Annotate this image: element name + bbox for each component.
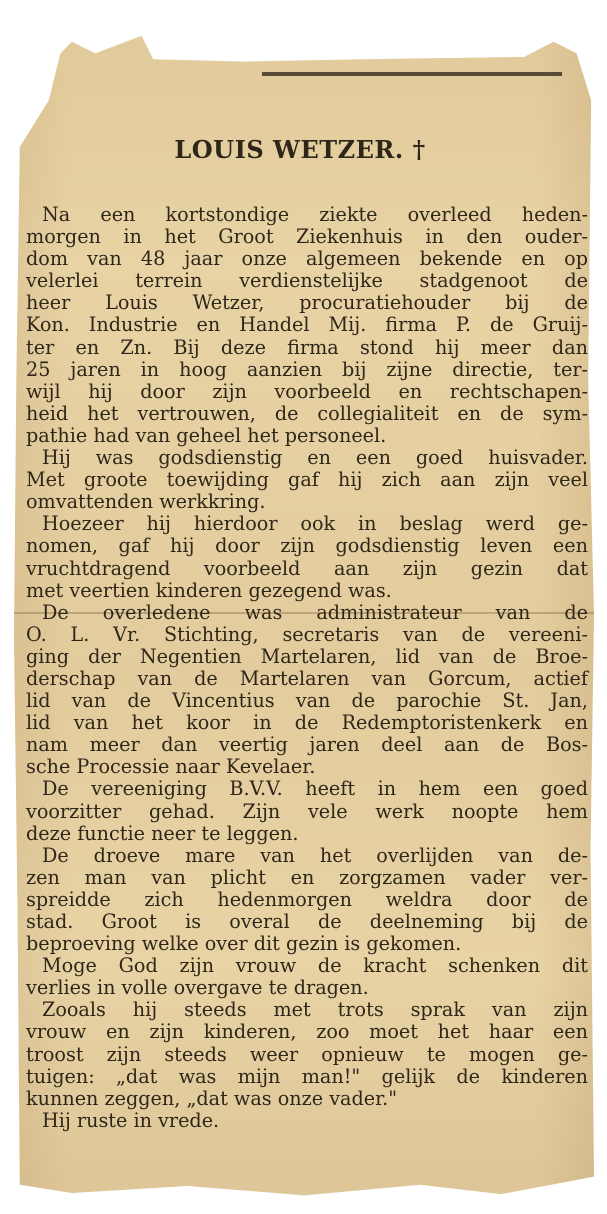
text-line: velerlei terrein verdienstelijke stadgenoot de xyxy=(26,269,588,293)
text-line: O. L. Vr. Stichting, secretaris van de vereeni- xyxy=(26,622,588,646)
text-line: voorzitter gehad. Zijn vele werk noopte hem xyxy=(26,799,588,823)
text-line: Kon. Industrie en Handel Mij. firma P. de Gruij- xyxy=(26,313,588,337)
text-line: kunnen zeggen, „dat was onze vader." xyxy=(26,1086,398,1110)
text-line: stad. Groot is overal de deelneming bij de xyxy=(26,910,588,933)
text-line: De overledene was administrateur van de xyxy=(42,600,588,624)
masthead-rule xyxy=(262,72,562,76)
text-line: heer Louis Wetzer, procuratiehouder bij de xyxy=(26,291,588,315)
text-line: De droeve mare van het overlijden van de- xyxy=(42,843,588,867)
text-line: De vereeniging B.V.V. heeft in hem een goed xyxy=(42,777,588,801)
text-line: nam meer dan veertig jaren deel aan de Bos- xyxy=(26,733,588,757)
text-line: ging der Negentien Martelaren, lid van de Broe- xyxy=(26,644,588,668)
text-line: Met groote toewijding gaf hij zich aan zijn veel xyxy=(26,468,588,492)
text-line: wijl hij door zijn voorbeeld en rechtschapen- xyxy=(26,379,588,403)
text-line: Hij ruste in vrede. xyxy=(42,1108,220,1132)
text-line: heid het vertrouwen, de collegialiteit en de sym- xyxy=(26,401,588,425)
text-line: sche Processie naar Kevelaer. xyxy=(26,755,316,779)
text-line: verlies in volle overgave te dragen. xyxy=(26,976,369,1000)
text-line: nomen, gaf hij door zijn godsdienstig leven een xyxy=(26,534,588,558)
text-line: Hij was godsdienstig en een goed huisvader. xyxy=(42,446,588,470)
text-line: omvattenden werkkring. xyxy=(26,490,266,514)
text-line: Zooals hij steeds met trots sprak van zijn xyxy=(42,998,588,1022)
text-line: zen man van plicht en zorgzamen vader ver- xyxy=(26,865,588,889)
text-line: met veertien kinderen gezegend was. xyxy=(26,578,392,602)
text-line: pathie had van geheel het personeel. xyxy=(26,423,387,447)
text-line: dom van 48 jaar onze algemeen bekende en op xyxy=(26,247,588,271)
text-line: tuigen: „dat was mijn man!" gelijk de kinderen xyxy=(26,1064,588,1088)
text-line: vruchtdragend voorbeeld aan zijn gezin dat xyxy=(26,556,588,580)
text-line: Na een kortstondige ziekte overleed heden- xyxy=(42,203,588,226)
text-line: 25 jaren in hoog aanzien bij zijne directie, ter- xyxy=(26,357,588,381)
text-line: beproeving welke over dit gezin is gekomen. xyxy=(26,932,462,956)
text-line: spreidde zich hedenmorgen weldra door de xyxy=(26,887,588,911)
text-line: derschap van de Martelaren van Gorcum, actief xyxy=(26,666,588,690)
article-title: LOUIS WETZER. † xyxy=(174,135,426,164)
text-line: ter en Zn. Bij deze firma stond hij meer dan xyxy=(26,335,588,359)
text-line: Hoezeer hij hierdoor ook in beslag werd ge- xyxy=(42,512,588,536)
text-line: troost zijn steeds weer opnieuw te mogen ge- xyxy=(26,1042,588,1066)
text-line: lid van het koor in de Redemptoristenkerk en xyxy=(26,711,588,735)
text-line: Moge God zijn vrouw de kracht schenken dit xyxy=(42,954,588,978)
text-line: vrouw en zijn kinderen, zoo moet het haar een xyxy=(26,1020,588,1044)
article-body xyxy=(26,204,588,1132)
text-line: morgen in het Groot Ziekenhuis in den ouder- xyxy=(26,225,588,249)
text-line: deze functie neer te leggen. xyxy=(26,821,299,845)
text-line: lid van de Vincentius van de parochie St. Jan, xyxy=(26,689,588,713)
